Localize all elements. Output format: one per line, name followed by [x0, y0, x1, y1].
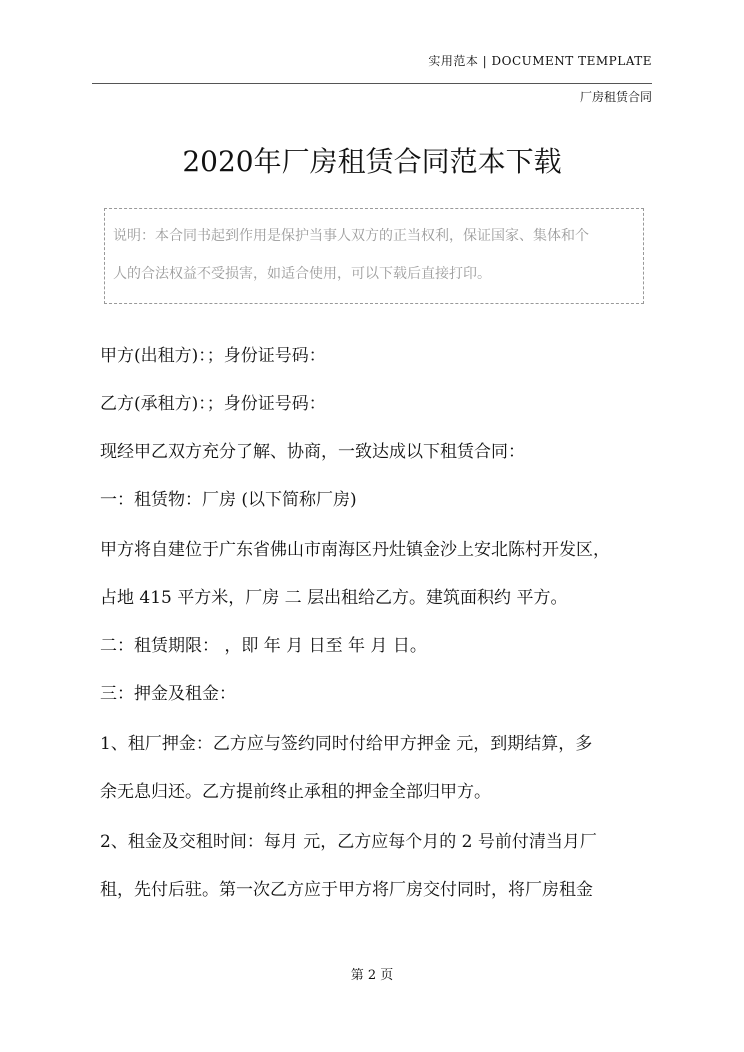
body-line: 余无息归还。乙方提前终止承租的押金全部归甲方。	[100, 782, 491, 802]
body-line: 甲方将自建位于广东省佛山市南海区丹灶镇金沙上安北陈村开发区，	[100, 540, 610, 560]
header-divider	[92, 83, 652, 84]
header-template-label: 实用范本 | DOCUMENT TEMPLATE	[428, 54, 652, 68]
notice-line: 说明：本合同书起到作用是保护当事人双方的正当权利，保证国家、集体和个	[113, 228, 589, 244]
party-a-line: 甲方(出租方)：；身份证号码：	[100, 346, 326, 366]
party-b-line: 乙方(承租方)：；身份证号码：	[100, 394, 326, 414]
section-heading: 二：租赁期限： ，即 年 月 日至 年 月 日。	[100, 636, 427, 656]
section-heading: 三：押金及租金：	[100, 684, 236, 704]
body-line: 租，先付后驻。第一次乙方应于甲方将厂房交付同时，将厂房租金	[100, 880, 593, 900]
body-line: 1、租厂押金：乙方应与签约同时付给甲方押金 元，到期结算，多	[100, 734, 593, 754]
notice-line: 人的合法权益不受损害，如适合使用，可以下载后直接打印。	[113, 266, 491, 282]
agreement-intro: 现经甲乙双方充分了解、协商，一致达成以下租赁合同：	[100, 442, 525, 462]
page-number: 第 2 页	[350, 968, 394, 983]
notice-box	[104, 208, 644, 304]
document-title: 2020年厂房租赁合同范本下载	[182, 145, 562, 178]
body-line: 2、租金及交租时间：每月 元，乙方应每个月的 2 号前付清当月厂	[100, 832, 597, 852]
header-doc-type: 厂房租赁合同	[579, 90, 652, 104]
section-heading: 一：租赁物：厂房 (以下简称厂房)	[100, 490, 357, 510]
body-line: 占地 415 平方米，厂房 二 层出租给乙方。建筑面积约 平方。	[100, 588, 568, 608]
